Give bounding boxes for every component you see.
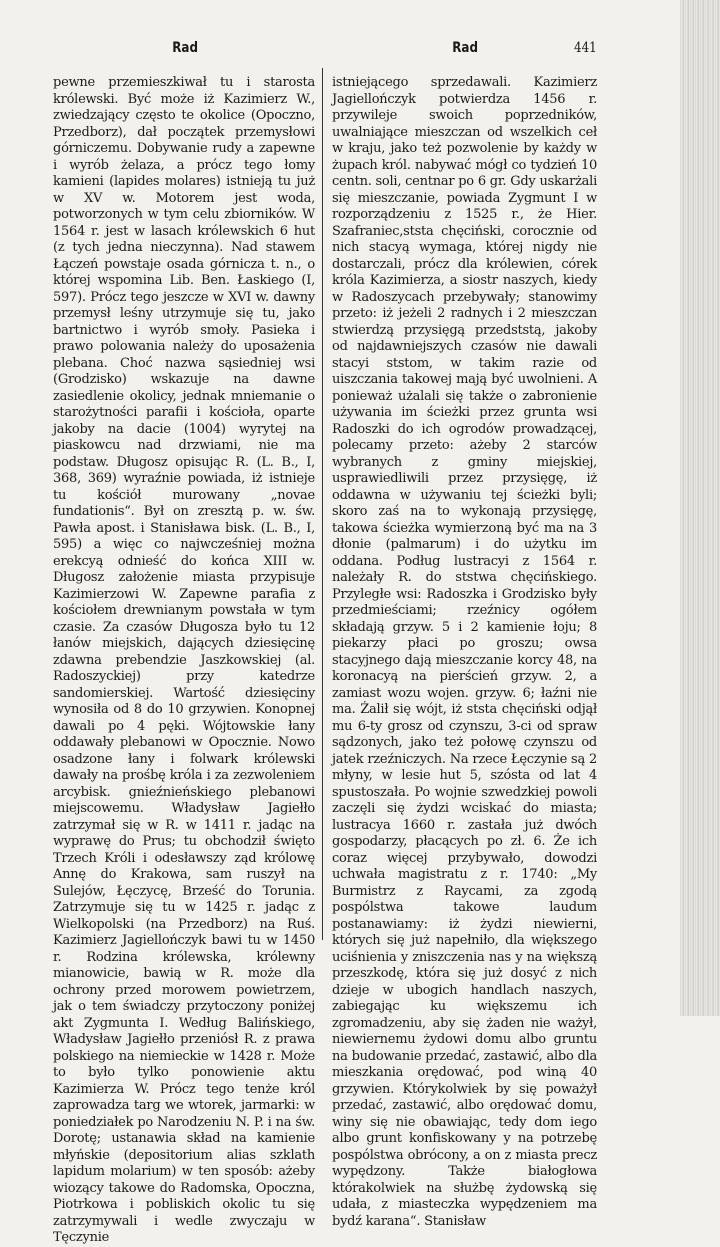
text-column-right [332, 75, 597, 1229]
column-divider [322, 68, 323, 940]
text-column-left [53, 75, 315, 1245]
page-edge [680, 0, 720, 1016]
column-right-text: istniejącego sprzedawali. Kazimierz Jagiellończyk potwierdza 1456 r. przywileje swoich poprzedników, uwalniające mieszczan od wszelkich ceł w kraju, jako też pozwolenie by każdy w żupach król. nabywać mógł co tydzień 10 centn. soli, centnar po 6 gr. Gdy uskarżali się mieszczanie, powiada Zygmunt I w rozporządzeniu z 1525 r., że Hier. Szafraniec,ststa chęciński, corocznie od nich stacyą wymaga, której nigdy nie dostarczali, prócz dla królewien, córek króla Kazimierza, a siostr naszych, kiedy w Radoszycach przebywały; stanowimy przeto: iż jeżeli 2 radnych i 2 mieszczan stwierdzą przysięgą przedststą, jakoby od najdawniejszych czasów nie dawali stacyi ststom, w takim razie od uiszczania takowej mają być uwolnieni. A ponieważ użalali się także o zabronienie używania im ścieżki przez grunta wsi Radoszki do ich ogrodów prowadzącej, polecamy przeto: ażeby 2 starców wybranych z gminy miejskiej, usprawiedliwili przez przysięgę, iż oddawna w używaniu tej ścieżki byli; skoro zaś na to wykonają przysięgę, takowa ścieżka wymierzoną być ma na 3 dłonie (palmarum) i do użytku im oddana. Podług lustracyi z 1564 r. należały R. do ststwa chęcińskiego. Przyległe wsi: Radoszka i Grodzisko były przedmieściami; rzeźnicy ogółem składają grzyw. 5 i 2 kamienie łoju; 8 piekarzy płaci po groszu; owsa stacyjnego dają mieszczanie korcy 48, na koronacyą na pierścień grzyw. 2, a zamiast wozu wojen. grzyw. 6; łaźni nie ma. Żalił się wójt, iż ststa chęciński odjął mu 6-ty grosz od czynszu, 3-ci od spraw sądzonych, jako też połowę czynszu od jatek rzeźniczych. Na rzece Łęczynie są 2 młyny, w lesie hut 5, szósta od lat 4 spustoszała. Po wojnie szwedzkiej powoli zaczęli się żydzi wciskać do miasta; lustracya 1660 r. zastała już dwóch gospodarzy, płacących po zł. 6. Że ich coraz więcej przybywało, dowodzi uchwała magistratu z r. 1740: „My Burmistrz z Raycami, za zgodą pospólstwa takowe laudum postanawiamy: iż żydzi niewierni, których się już napełniło, dla większego uciśnienia y zniszczenia nas y na większą przeszkodę, która się już dosyć z nich dzieje w ubogich handlach naszych, zabiegając ku większemu ich zgromadzeniu, aby się żaden nie ważył, niewiernemu żydowi domu albo gruntu na budowanie przedać, zastawić, albo dla mieszkania orędować, pod winą 40 grzywien. Którykolwiek by się poważył przedać, zastawić, albo orędować domu, winy się nie obawiając, tedy dom iego albo grunt konfiskowany y na potrzebę pospólstwa obrócony, a on z miasta precz wypędzony. Także białogłowa którakolwiek na służbę żydowską się udała, z miasteczka wypędzeniem ma bydź karana“. Stanisław [332, 75, 597, 1229]
running-head-left: Rad [172, 40, 198, 56]
column-left-text: pewne przemieszkiwał tu i starosta królewski. Być może iż Kazimierz W., zwiedzający często te okolice (Opoczno, Przedborz), dał początek przemysłowi górniczemu. Dobywanie rudy a zapewne i wyrób żelaza, a prócz tego łomy kamieni (lapides molares) istnieją tu już w XV w. Motorem jest woda, potworzonych w tym celu zbiorników. W 1564 r. jest w lasach królewskich 6 hut (z tych jedna nieczynna). Nad stawem Łączeń powstaje osada górnicza t. n., o której wspomina Lib. Ben. Łaskiego (I, 597). Prócz tego jeszcze w XVI w. dawny przemysł leśny utrzymuje się tu, jako bartnictwo i wyrób smoły. Pasieka i prawo polowania należy do uposażenia plebana. Choć nazwa sąsiedniej wsi (Grodzisko) wskazuje na dawne zasiedlenie okolicy, jednak mniemanie o starożytności parafii i kościoła, oparte jakoby na dacie (1004) wyrytej na piaskowcu nad drzwiami, nie ma podstaw. Długosz opisując R. (L. B., I, 368, 369) wyraźnie powiada, iż istnieje tu kościół murowany „novae fundationis“. Był on zresztą p. w. św. Pawła apost. i Stanisława bisk. (L. B., I, 595) a więc co najwcześniej można erekcyą odnieść do końca XIII w. Długosz założenie miasta przypisuje Kazimierzowi W. Zapewne parafia z kościołem drewnianym powstała w tym czasie. Za czasów Długosza było tu 12 łanów miejskich, dających dziesięcinę zdawna prebendzie Jaszkowskiej (al. Radoszyckiej) przy katedrze sandomierskiej. Wartość dziesięciny wynosiła od 8 do 10 grzywien. Konopnej dawali po 4 pęki. Wójtowskie łany oddawały plebanowi w Opocznie. Nowo osadzone łany i folwark królewski dawały na prośbę króla i za zezwoleniem arcybisk. gnieźnieńskiego plebanowi miejscowemu. Władysław Jagiełło zatrzymał się w R. w 1411 r. jadąc na wyprawę do Prus; tu obchodził święto Trzech Króli i odesławszy ząd królowę Annę do Krakowa, sam ruszył na Sulejów, Łęczycę, Brześć do Torunia. Zatrzymuje się tu w 1425 r. jadąc z Wielkopolski (na Przedborz) na Ruś. Kazimierz Jagiellończyk bawi tu w 1450 r. Rodzina królewska, królewny mianowicie, bawią w R. może dla ochrony przed morowem powietrzem, jak o tem świadczy przytoczony poniżej akt Zygmunta I. Według Balińskiego, Władysław Jagiełło przeniósł R. z prawa polskiego na niemieckie w 1428 r. Może to było tylko ponowienie aktu Kazimierza W. Prócz tego tenże król zaprowadza targ we wtorek, jarmarki: w poniedziałek po Narodzeniu N. P. i na św. Dorotę; ustanawia skład na kamienie młyńskie (depositorium alias szklath lapidum molarium) w ten sposób: ażeby wiozący takowe do Radomska, Opoczna, Piotrkowa i pobliskich okolic tu się zatrzymywali i wedle zwyczaju w Tęczynie [53, 75, 315, 1245]
running-head-right: Rad [452, 40, 478, 56]
page-number: 441 [574, 40, 597, 56]
